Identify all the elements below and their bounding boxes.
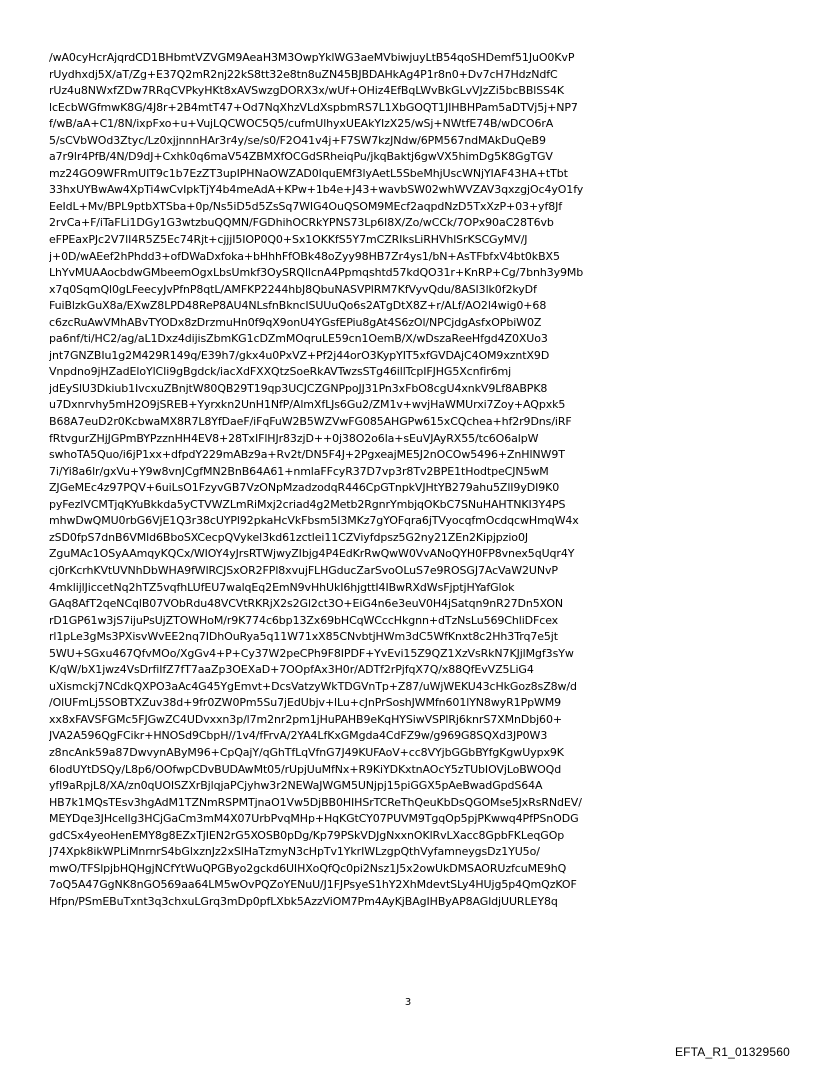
text-line: ZJGeMEc4z97PQV+6uiLsO1FzyvGB7VzONpMzadzodqR446CpGTnpkVJHtYB279ahu5ZlI9yDI9K0: [49, 481, 560, 495]
text-line: JVA2A596QgFCikr+HNOSd9CbpH//1v4/fFrvA/2YA4LfKxGMgda4CdFZ9w/g969G8SQXd3JP0W3: [49, 729, 548, 743]
text-line: 5WU+SGxu467QfvMOo/XgGv4+P+Cy37W2peCPh9F8IPDF+YvEvi15Z9QZ1XzVsRkN7KJjlMgf3sYw: [49, 646, 574, 660]
page-number: 3: [404, 997, 412, 1008]
text-line: mhwDwQMU0rbG6VjE1Q3r38cUYPl92pkaHcVkFbsm5l3MKz7gYOFqra6jTVyocqfmOcdqcwHmqW4x: [49, 514, 579, 528]
text-line: 7i/Yi8a6lr/gxVu+Y9w8vnJCgfMN2BnB64A61+nmlaFFcyR37D7vp3r8Tv2BPE1tHodtpeCJN5wM: [49, 464, 549, 478]
text-line: yfl9aRpjL8/XA/zn0qUOISZXrBjlqjaPCjyhw3r2NEWaJWGM5UNjpj15piGGX5pAeBwadGpdS64A: [49, 779, 543, 793]
text-line: rl1pLe3gMs3PXisvWvEE2nq7IDhOuRya5q11W71xX85CNvbtjHWm3dC5WfKnxt8c2Hh3Trq7e5jt: [49, 630, 558, 644]
text-line: fRtvgurZHjJGPmBYPzznHH4EV8+28TxIFlHJr83zjD++0j38O2o6la+sEuVJAyRX55/tc6O6alpW: [49, 431, 539, 445]
text-line: x7q0SqmQl0gLFeecyJvPfnP8qtL/AMFKP2244hbJ8QbuNASVPlRM7KfVyvQdu/8ASI3lk0f2kyDf: [49, 282, 537, 296]
text-line: eFPEaxPJc2V7lI4R5Z5Ec74Rjt+cjjjI5IOP0Q0+Sx1OKKfS5Y7mCZRIksLiRHVhlSrKSCGyMV/J: [49, 233, 528, 247]
text-line: pyFezIVCMTjqKYuBkkda5yCTVWZLmRiMxj2criad4g2Metb2RgnrYmbjqOKbC7SNuHAHTNKI3Y4PS: [49, 497, 566, 511]
text-line: jdEySlU3Dkiub1IvcxuZBnjtW80QB29T19qp3UCJCZGNPpoJJ31Pn3xFbO8cgU4xnkV9Lf8ABPK8: [49, 381, 548, 395]
text-line: f/wB/aA+C1/8N/ixpFxo+u+VujLQCWOC5Q5/cufmUlhyxUEAkYIzX25/wSj+NWtfE74B/wDCO6rA: [49, 117, 554, 131]
text-line: J74Xpk8ikWPLiMnrnrS4bGlxznJz2xSlHaTzmyN3cHpTv1YkrIWLzgpQthVyfamneygsDz1YU5o/: [49, 845, 540, 859]
text-line: j+0D/wAEef2hPhdd3+ofDWaDxfoka+bHhhFfOBk48oZyy98HB7Zr4ys1/bN+AsTFbfxV4bt0kBX5: [49, 249, 560, 263]
text-line: xx8xFAVSFGMc5FJGwZC4UDvxxn3p/l7m2nr2pm1jHuPAHB9eKqHYSiwVSPlRj6knrS7XMnDbj60+: [49, 712, 562, 726]
text-line: rD1GP61w3jS7ijuPsUjZTOWHoM/r9K774c6bp13Zx69bHCqWCccHkgnn+dTzNsLu569ChliDFcex: [49, 613, 559, 627]
text-line: FuiBlzkGuX8a/EXwZ8LPD48ReP8AU4NLsfnBkncISUUuQo6s2ATgDtX8Z+r/ALf/AO2l4wig0+68: [49, 299, 547, 313]
bates-number: EFTA_R1_01329560: [674, 1045, 790, 1059]
text-line: z8ncAnk59a87DwvynAByM96+CpQajY/qGhTfLqVfnG7J49KUFAoV+cc8VYjbGGbBYfgKgwUypx9K: [49, 745, 564, 759]
text-line: MEYDqe3JHcellg3HCjGaCm3mM4X07UrbPvqMHp+HqKGtCY07PUVM9TgqOp5pjPKwwq4PfPSnODG: [49, 812, 579, 826]
text-line: zSD0fpS7dnB6VMld6BboSXCecpQVykel3kd61zctlei11CZViyfdpsz5G2ny21ZEn2Kipjpzio0J: [49, 530, 528, 544]
text-line: K/qW/bX1jwz4VsDrfiIfZ7fT7aaZp3OEXaD+7OOpfAx3H0r/ADTf2rPjfqX7Q/x88QfEvVZ5LiG4: [49, 663, 534, 677]
text-line: gdCSx4yeoHenEMY8g8EZxTjIEN2rG5XOSB0pDg/Kp79PSkVDJgNxxnOKlRvLXacc8GpbFKLeqGOp: [49, 828, 565, 842]
text-line: jnt7GNZBIu1g2M429R149q/E39h7/gkx4u0PxVZ+Pf2j44orO3KypYIT5xfGVDAjC4OM9xzntX9D: [49, 348, 550, 362]
text-line: B68A7euD2r0KcbwaMX8R7L8YfDaeF/iFqFuW2B5WZVwFG085AHGPw615xCQchea+hf2r9Dns/iRF: [49, 415, 572, 429]
text-line: 7oQ5A47GgNK8nGO569aa64LM5wOvPQZoYENuU/J1FJPsyeS1hY2XhMdevtSLy4HUjg5p4QmQzKOF: [49, 878, 577, 892]
text-line: cj0rKcrhKVtUVNhDbWHA9fWlRCJSxOR2FPl8xvujFLHGducZarSvoOLuS7e9ROSGJ7AcVaW2UNvP: [49, 563, 558, 577]
text-line: Vnpdno9jHZadEloYlCIi9gBgdck/iacXdFXXQtzSoeRkAVTwzsSTg46illTcpIFJHG5Xcnfir6mj: [49, 365, 512, 379]
text-line: pa6nf/ti/HC2/ag/aL1Dxz4dijisZbmKG1cDZmMOqruLE59cn1OemB/X/wDszaReeHfgd4Z0XUo3: [49, 332, 548, 346]
text-line: mz24GO9WFRmUIT9c1b7EzZT3upIPHNaOWZAD0IquEMf3lyAetL5SbeMhjUscWNjYIAF43HA+tTbt: [49, 166, 568, 180]
text-line: u7Dxnrvhy5mH2O9jSREB+Yyrxkn2UnH1NfP/AlmXfLJs6Gu2/ZM1v+wvjHaWMUrxi7Zoy+AQpxk5: [49, 398, 566, 412]
text-line: ZguMAc1OSyAAmqyKQCx/WIOY4yJrsRTWjwyZIbjg4P4EdKrRwQwW0VvANoQYH0FP8vnex5qUqr4Y: [49, 547, 575, 561]
text-line: uXismckj7NCdkQXPO3aAc4G45YgEmvt+DcsVatzyWkTDGVnTp+Z87/uWjWEKU43cHkGoz8sZ8w/d: [49, 679, 577, 693]
text-line: 6lodUYtDSQy/L8p6/OOfwpCDvBUDAwMt05/rUpjUuMfNx+R9KiYDKxtnAOcY5zTUbIOVjLoBWOQd: [49, 762, 562, 776]
text-line: /OlUFmLj5SOBTXZuv38d+9fr0ZW0Pm5Su7jEdUbjv+lLu+cJnPrSoshJWMfn601lYN8wyR1PpWM9: [49, 696, 562, 710]
text-line: HB7k1MQsTEsv3hgAdM1TZNmRSPMTjnaO1Vw5DjBB0HIHSrTCReThQeuKbDsQGOMse5JxRsRNdEV/: [49, 795, 582, 809]
text-line: lcEcbWGfmwK8G/4J8r+2B4mtT47+Od7NqXhzVLdXspbmRS7L1XbGOQT1JIHBHPam5aDTVj5j+NP7: [49, 100, 578, 114]
text-line: rUydhxdj5X/aT/Zg+E37Q2mR2nj22kS8tt32e8tn8uZN45BJBDAHkAg4P1r8n0+Dv7cH7HdzNdfC: [49, 67, 558, 81]
text-line: a7r9lr4PfB/4N/D9dJ+Cxhk0q6maV54ZBMXfOCGdSRheiqPu/jkqBaktj6gwVX5himDg5K8GgTGV: [49, 150, 553, 164]
encoded-text-block: [49, 50, 769, 910]
text-line: rUz4u8NWxfZDw7RRqCVPkyHKt8xAVSwzgDORX3x/wUf+OHiz4EfBqLWvBkGLvVJzZi5bcBBlSS4K: [49, 84, 565, 98]
text-line: LhYvMUAAocbdwGMbeemOgxLbsUmkf3OySRQllcnA4Ppmqshtd57kdQO31r+KnRP+Cg/7bnh3y9Mb: [49, 266, 584, 280]
text-line: GAq8AfT2qeNCqlB07VObRdu48VCVtRKRjX2s2Gl2ct3O+EiG4n6e3euV0H4jSatqn9nR27Dn5XON: [49, 597, 564, 611]
text-line: 2rvCa+F/iTaFLi1DGy1G3wtzbuQQMN/FGDhihOCRkYPNS73Lp6I8X/Zo/wCCk/7OPx90aC28T6vb: [49, 216, 554, 230]
text-line: c6zcRuAwVMhABvTYODx8zDrzmuHn0f9qX9onU4YGsfEPiu8gAt4S6zOl/NPCjdgAsfxOPbiW0Z: [49, 315, 542, 329]
text-line: EeIdL+Mv/BPL9ptbXTSba+0p/Ns5iD5d5ZsSq7WIG4OuQSOM9MEcf2aqpdNzD5TxXzP+03+yf8Jf: [49, 199, 563, 213]
text-line: 5/sCVbWOd3Ztyc/Lz0xjjnnnHAr3r4y/se/s0/F2O41v4j+F7SW7kzJNdw/6PM567ndMAkDuQeB9: [49, 133, 546, 147]
text-line: Hfpn/PSmEBuTxnt3q3chxuLGrq3mDp0pfLXbk5AzzViOM7Pm4AyKjBAgIHByAP8AGldjUURLEY8q: [49, 894, 558, 908]
text-line: 4mklijlJiccetNq2hTZ5vqfhLUfEU7walqEq2EmN9vHhUkI6hjgttI4IBwRXdWsFjptjHYafGlok: [49, 580, 515, 594]
text-line: 33hxUYBwAw4XpTi4wCvIpkTjY4b4meAdA+KPw+1b4e+J43+wavbSW02whWVZAV3qxzgjOc4yO1fy: [49, 183, 584, 197]
text-line: mwO/TFSlpjbHQHgjNCfYtWuQPGByo2gckd6UIHXoQfQc0pi2Nsz1J5x2owUkDMSAORUzfcuME9hQ: [49, 861, 567, 875]
text-line: /wA0cyHcrAjqrdCD1BHbmtVZVGM9AeaH3M3OwpYklWG3aeMVbiwjuyLtB54qoSHDemf51JuO0KvP: [49, 51, 575, 64]
text-line: swhoTA5Quo/i6jP1xx+dfpdY229mABz9a+Rv2t/DN5F4J+2PgxeajME5J2nOCOw5496+ZnHlNW9T: [49, 448, 565, 462]
